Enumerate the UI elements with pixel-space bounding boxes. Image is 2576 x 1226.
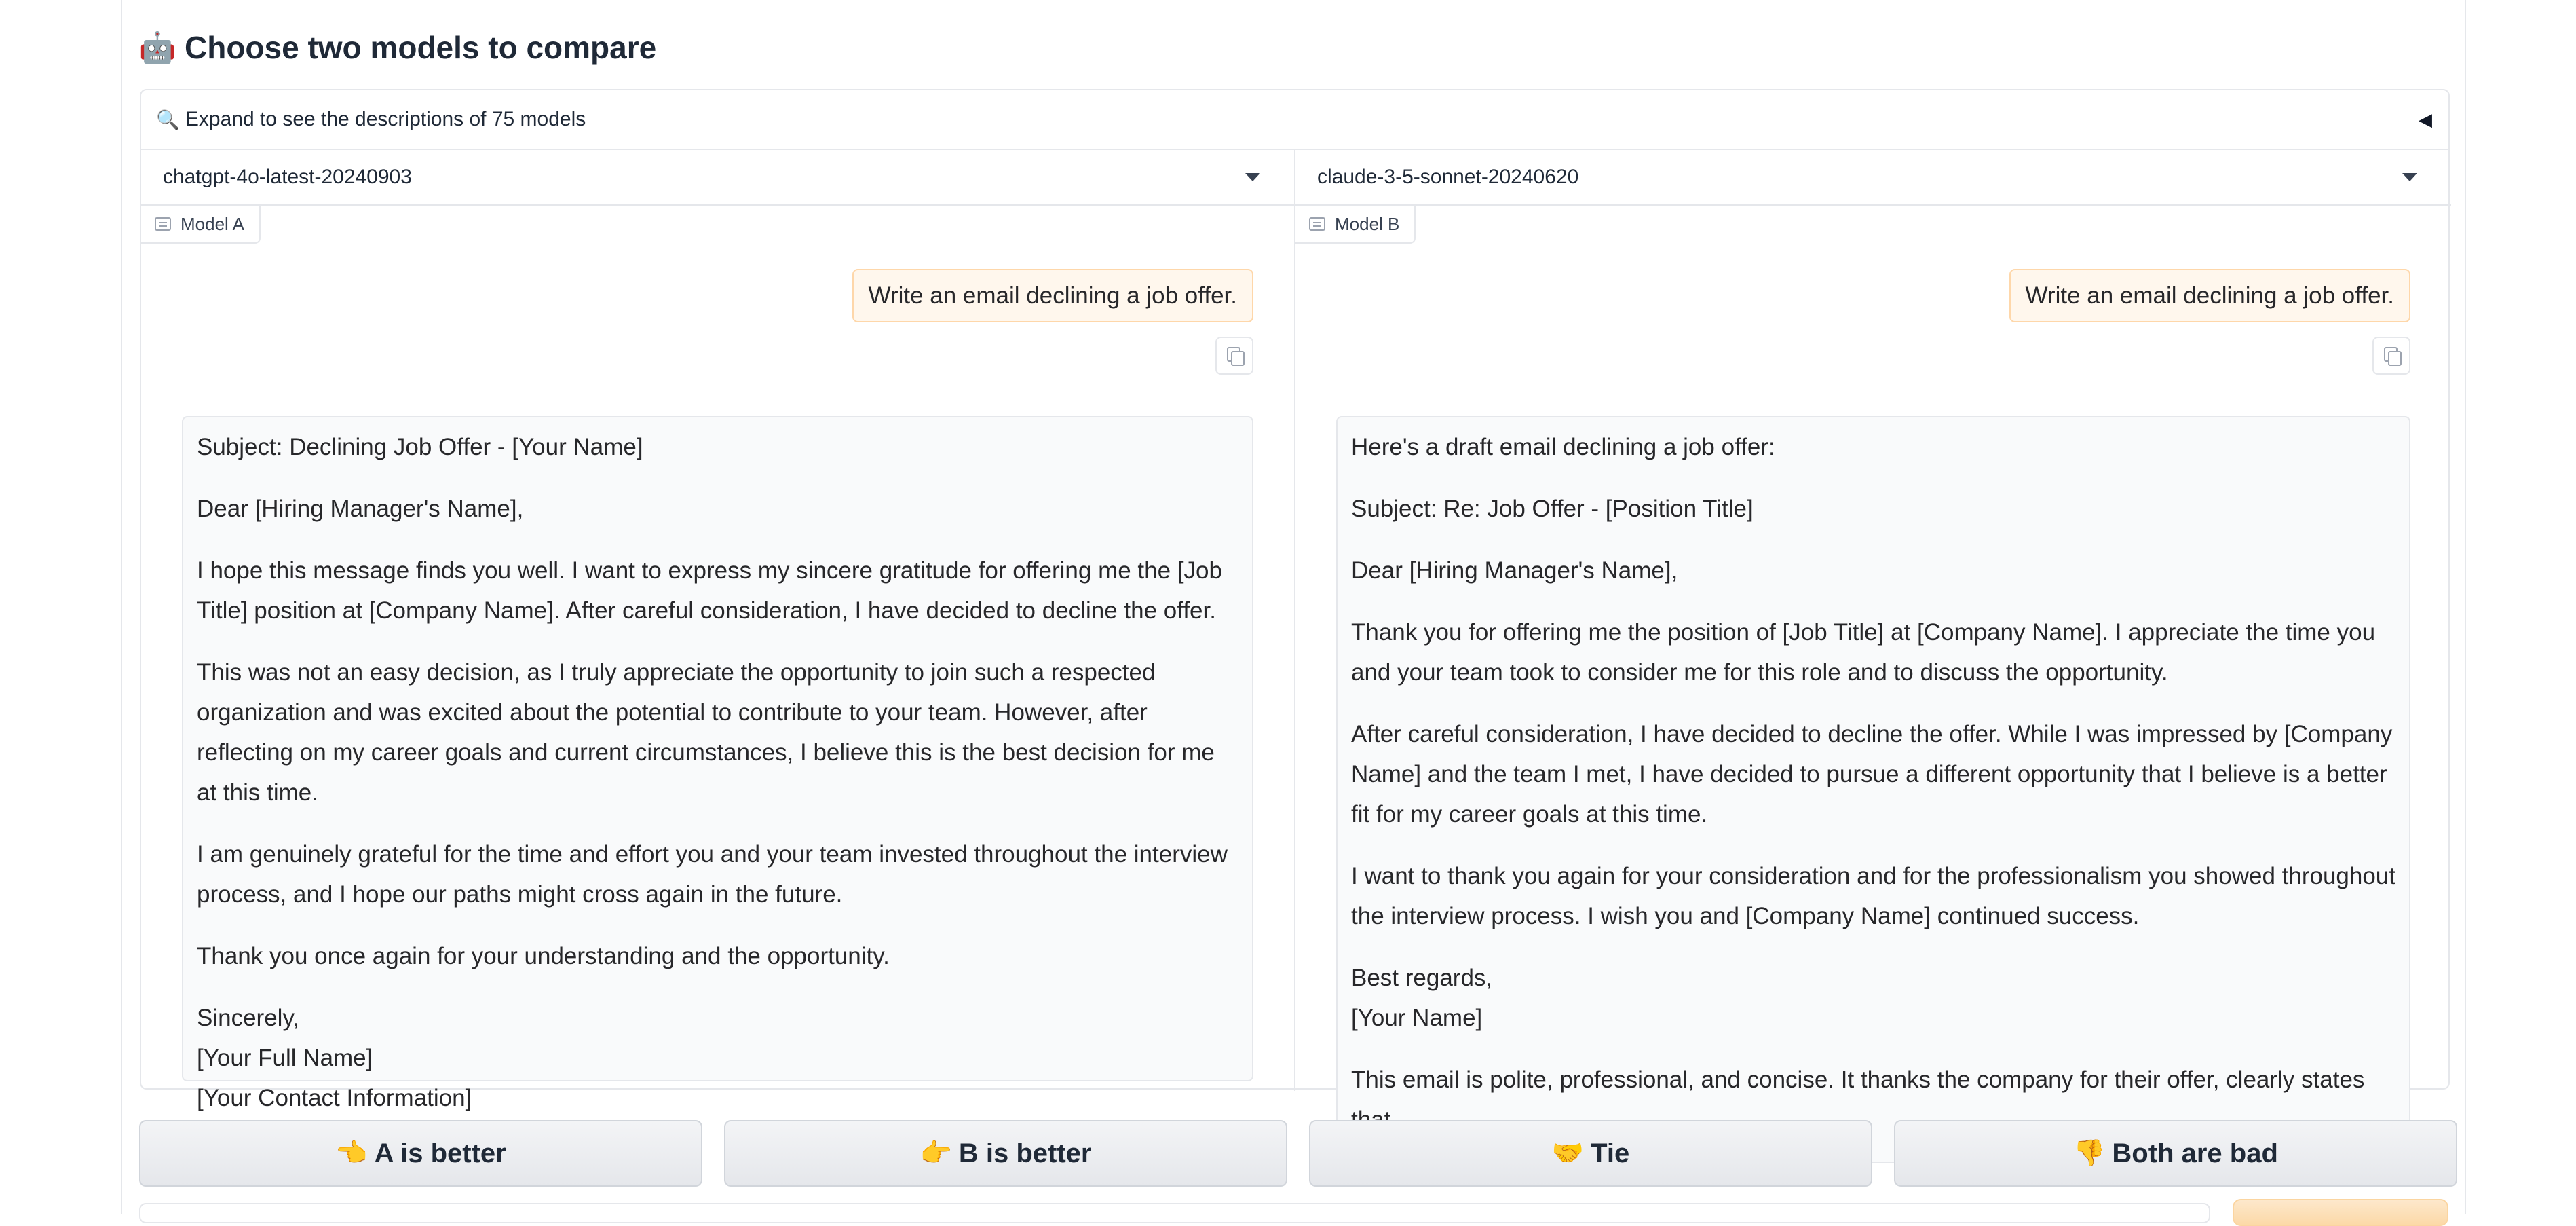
response-paragraph: Subject: Declining Job Offer - [Your Name]: [197, 434, 643, 460]
arena-page: [121, 0, 2466, 1214]
send-button[interactable]: [2233, 1199, 2448, 1226]
chevron-down-icon[interactable]: [1245, 173, 1260, 181]
response-paragraph: Here's a draft email declining a job offer:: [1351, 434, 1775, 460]
model-a-tag-label: Model A: [181, 213, 244, 234]
model-a-tag: [141, 206, 261, 244]
model-b-tag: [1295, 206, 1416, 244]
response-paragraph: Thank you for offering me the position of [Job Title] at [Company Name]. I appreciate the time you and your team took to consider me for this role and to discuss the opportunity.: [1351, 619, 2376, 686]
response-paragraph: Thank you once again for your understanding and the opportunity.: [197, 943, 890, 969]
response-paragraph: I am genuinely grateful for the time and effort you and your team invested throughout the interview process, and I hope our paths might cross again in the future.: [197, 841, 1228, 908]
model-b-response: [1336, 416, 2410, 1163]
model-a-chat-panel[interactable]: [141, 206, 1295, 1111]
vote-buttons: [139, 1120, 2457, 1187]
tie-button[interactable]: [1309, 1120, 1872, 1187]
user-message-text: Write an email declining a job offer.: [868, 282, 1237, 309]
response-paragraph: Subject: Re: Job Offer - [Position Title]: [1351, 496, 1754, 522]
point-left-icon: 👈: [335, 1139, 368, 1168]
response-paragraph: This was not an easy decision, as I truly appreciate the opportunity to join such a respected organization and was excited about the potential to contribute to your team. However, after reflecting on my career goals and current circumstances, I believe this is the best decision for me at this time.: [197, 659, 1215, 806]
b-is-better-button[interactable]: [724, 1120, 1287, 1187]
accordion-label: Expand to see the descriptions of 75 models: [185, 108, 586, 130]
model-b-tag-label: Model B: [1335, 213, 1400, 234]
both-are-bad-button[interactable]: [1894, 1120, 2457, 1187]
magnifier-icon: 🔍: [156, 109, 180, 130]
model-b-chat-panel[interactable]: [1295, 206, 2451, 1091]
model-a-response: [182, 416, 1253, 1111]
user-message-text: Write an email declining a job offer.: [2025, 282, 2394, 309]
chat-icon: [155, 217, 171, 231]
response-paragraph: I hope this message finds you well. I want to express my sincere gratitude for offering me the [Job Title] position at [Company Name]. After careful consideration, I have decided to decline the offer.: [197, 557, 1222, 624]
copy-button[interactable]: [2372, 337, 2410, 375]
model-a-selected-value: chatgpt-4o-latest-20240903: [163, 166, 412, 188]
response-signoff: [1351, 958, 2395, 1038]
model-descriptions-accordion[interactable]: [141, 90, 2448, 150]
point-right-icon: 👉: [920, 1139, 952, 1168]
response-paragraph: I want to thank you again for your consideration and for the professionalism you showed throughout the interview process. I wish you and [Company Name] continued success.: [1351, 863, 2395, 929]
compare-frame: [140, 89, 2450, 1111]
chat-input[interactable]: [139, 1203, 2210, 1223]
page-title-text: Choose two models to compare: [185, 30, 657, 65]
page-title: [140, 23, 656, 72]
chevron-down-icon[interactable]: [2402, 173, 2417, 181]
response-paragraph: After careful consideration, I have decided to decline the offer. While I was impressed by [Company Name] and the team I met, I have decided to pursue a different opportunity that I believe is a better fit for my career goals at this time.: [1351, 721, 2393, 828]
vote-label: A is better: [374, 1138, 506, 1168]
model-a-select[interactable]: [141, 150, 1295, 206]
vote-label: Tie: [1591, 1138, 1630, 1168]
signoff-line: Sincerely,: [197, 1005, 300, 1031]
response-paragraph: Dear [Hiring Manager's Name],: [197, 496, 524, 522]
signoff-line: Best regards,: [1351, 965, 1493, 991]
user-message-bubble: [852, 269, 1253, 322]
vote-label: B is better: [958, 1138, 1092, 1168]
collapse-caret-icon[interactable]: ◀: [2419, 109, 2432, 130]
user-message-bubble: [2009, 269, 2410, 322]
model-b-selected-value: claude-3-5-sonnet-20240620: [1317, 166, 1579, 188]
copy-button[interactable]: [1215, 337, 1253, 375]
vote-label: Both are bad: [2112, 1138, 2278, 1168]
a-is-better-button[interactable]: [139, 1120, 702, 1187]
signoff-line: [Your Contact Information]: [197, 1085, 472, 1111]
response-paragraph: This email is polite, professional, and concise. It thanks the company for their offer, clearly states: [1351, 1066, 2365, 1093]
handshake-icon: 🤝: [1551, 1139, 1585, 1168]
thumbs-down-icon: 👎: [2073, 1139, 2106, 1168]
chat-icon: [1309, 217, 1325, 231]
signoff-line: [Your Name]: [1351, 1005, 1483, 1031]
signoff-line: [Your Full Name]: [197, 1045, 373, 1071]
model-b-select[interactable]: [1295, 150, 2451, 206]
response-paragraph: Dear [Hiring Manager's Name],: [1351, 557, 1678, 584]
robot-icon: 🤖: [138, 31, 176, 64]
response-signoff: [197, 998, 1238, 1118]
